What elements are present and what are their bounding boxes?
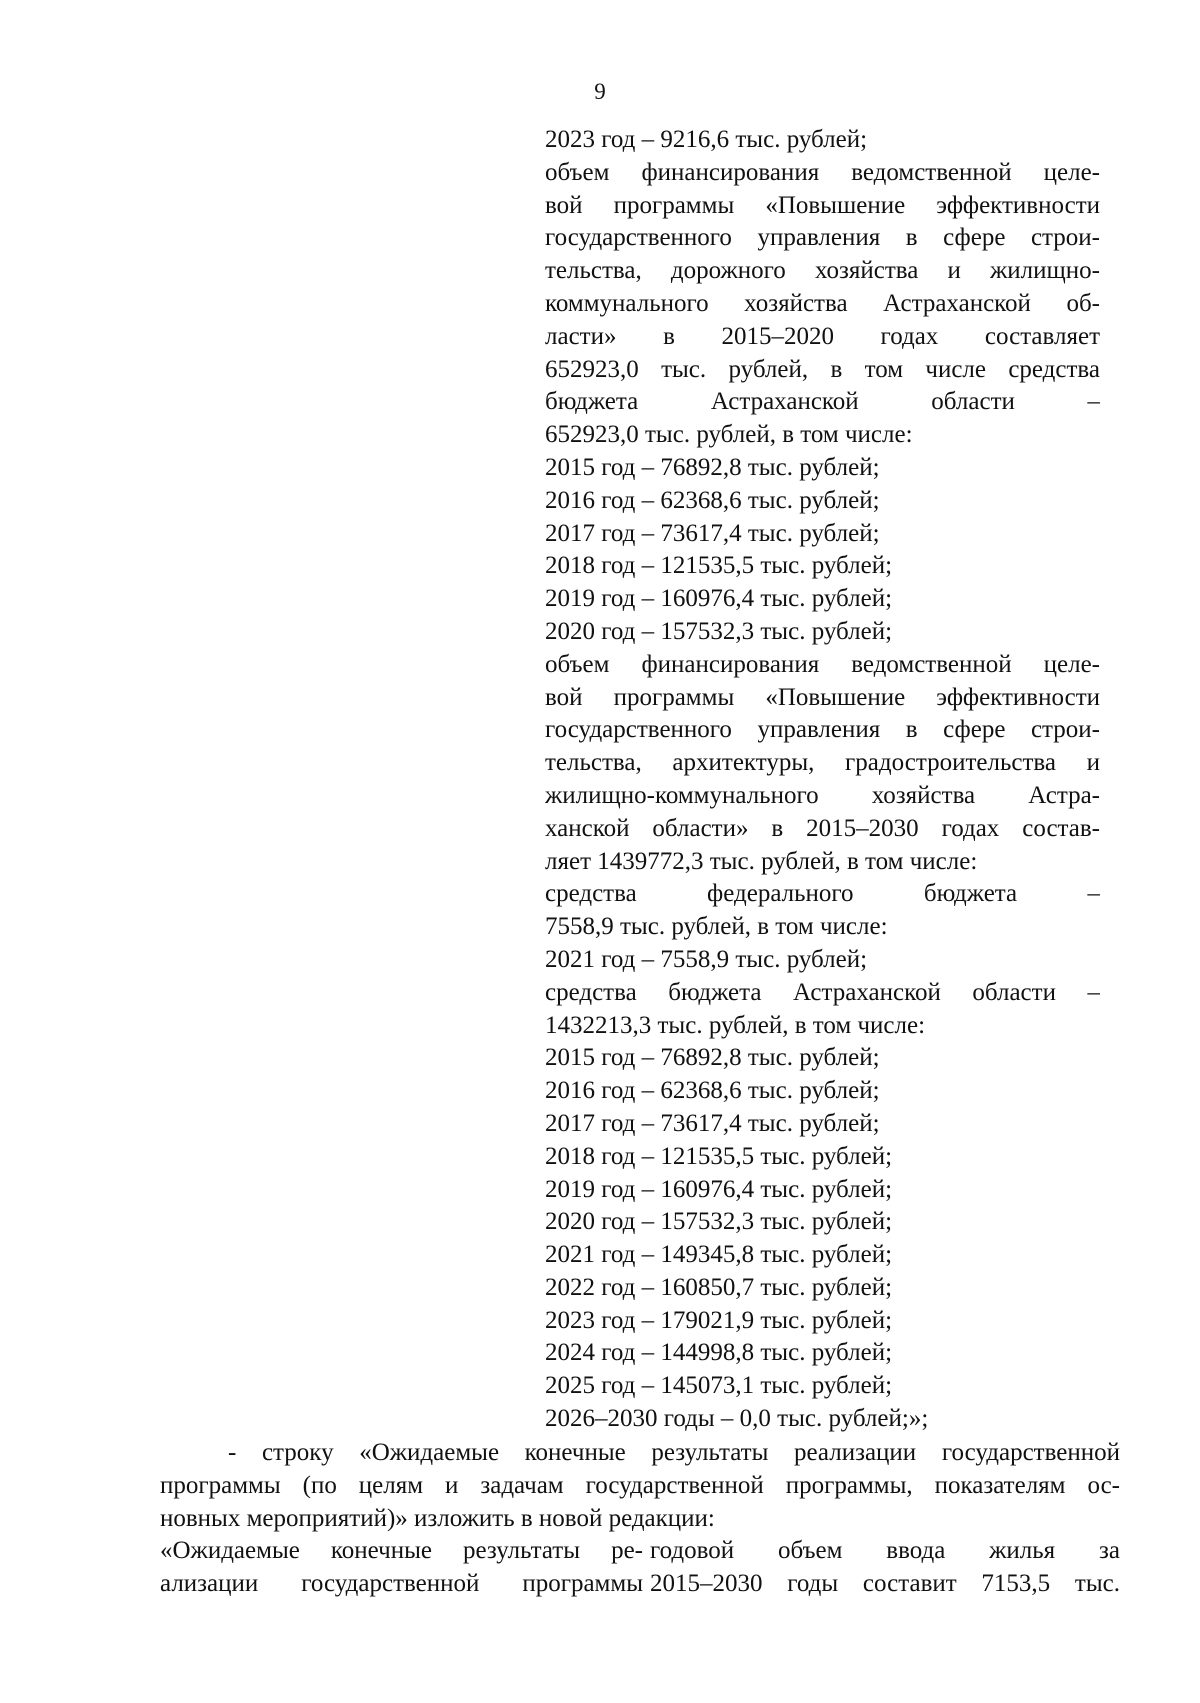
text-line: государственного управления в сфере строи-	[545, 224, 1100, 252]
text-line: тельства, архитектуры, градостроительства и	[545, 749, 1100, 777]
paragraph-line: - строку «Ожидаемые конечные результаты реализации государственной	[228, 1439, 1120, 1466]
text-line: 2017 год – 73617,4 тыс. рублей;	[545, 1109, 880, 1137]
text-line: 652923,0 тыс. рублей, в том числе средства	[545, 355, 1100, 383]
funding-column	[545, 124, 1100, 1436]
text-line: 2023 год – 9216,6 тыс. рублей;	[545, 126, 868, 153]
text-line: ласти» в 2015–2020 годах составляет	[545, 322, 1100, 350]
text-line: 2018 год – 121535,5 тыс. рублей;	[545, 1142, 893, 1170]
text-line: 2023 год – 179021,9 тыс. рублей;	[545, 1306, 893, 1334]
text-line: 2024 год – 144998,8 тыс. рублей;	[545, 1339, 893, 1367]
text-line: 2025 год – 145073,1 тыс. рублей;	[545, 1372, 893, 1400]
text-line: 7558,9 тыс. рублей, в том числе:	[545, 913, 888, 941]
text-line: объем финансирования ведомственной целе-	[545, 650, 1100, 678]
text-line: государственного управления в сфере строи-	[545, 716, 1100, 744]
text-line: 2026–2030 годы – 0,0 тыс. рублей;»;	[545, 1405, 929, 1433]
text-line: 2017 год – 73617,4 тыс. рублей;	[545, 519, 880, 547]
text-line: ханской области» в 2015–2030 годах состав-	[545, 814, 1100, 842]
results-table	[160, 1535, 1120, 1601]
text-line: коммунального хозяйства Астраханской об-	[545, 289, 1100, 317]
text-line: 2019 год – 160976,4 тыс. рублей;	[545, 585, 893, 613]
bottom-section	[160, 1437, 1120, 1601]
text-line: 2015 год – 76892,8 тыс. рублей;	[545, 1044, 880, 1072]
text-line: средства федерального бюджета –	[545, 880, 1100, 908]
table-line: 2015–2030 годы составит 7153,5 тыс.	[650, 1570, 1120, 1598]
text-line: 2021 год – 149345,8 тыс. рублей;	[545, 1241, 893, 1269]
text-line: 2016 год – 62368,6 тыс. рублей;	[545, 1077, 880, 1105]
table-line: ализации государственной программы	[160, 1570, 643, 1598]
text-line: вой программы «Повышение эффективности	[545, 683, 1100, 711]
table-left-cell	[160, 1535, 643, 1601]
text-line: вой программы «Повышение эффективности	[545, 191, 1100, 219]
text-line: средства бюджета Астраханской области –	[545, 978, 1100, 1006]
text-line: жилищно-коммунального хозяйства Астра-	[545, 781, 1100, 809]
text-line: 2016 год – 62368,6 тыс. рублей;	[545, 486, 880, 514]
text-line: объем финансирования ведомственной целе-	[545, 158, 1100, 186]
text-line: 1432213,3 тыс. рублей, в том числе:	[545, 1011, 926, 1039]
table-right-cell	[650, 1535, 1120, 1601]
text-line: тельства, дорожного хозяйства и жилищно-	[545, 257, 1100, 285]
paragraph-line: программы (по целям и задачам государственной программы, показателям ос-	[160, 1471, 1120, 1499]
table-line: «Ожидаемые конечные результаты ре-	[160, 1537, 643, 1565]
text-line: 2015 год – 76892,8 тыс. рублей;	[545, 453, 880, 481]
text-line: 2019 год – 160976,4 тыс. рублей;	[545, 1175, 893, 1203]
text-line: 2020 год – 157532,3 тыс. рублей;	[545, 617, 893, 645]
text-line: 2018 год – 121535,5 тыс. рублей;	[545, 552, 893, 580]
paragraph-line: новных мероприятий)» изложить в новой редакции:	[160, 1504, 715, 1532]
text-line: 2022 год – 160850,7 тыс. рублей;	[545, 1273, 893, 1301]
text-line: 2020 год – 157532,3 тыс. рублей;	[545, 1208, 893, 1236]
text-line: ляет 1439772,3 тыс. рублей, в том числе:	[545, 847, 978, 875]
text-line: бюджета Астраханской области –	[545, 388, 1100, 416]
text-line: 652923,0 тыс. рублей, в том числе:	[545, 421, 913, 449]
table-line: годовой объем ввода жилья за	[650, 1537, 1120, 1565]
page-number: 9	[594, 79, 606, 104]
text-line: 2021 год – 7558,9 тыс. рублей;	[545, 945, 868, 973]
